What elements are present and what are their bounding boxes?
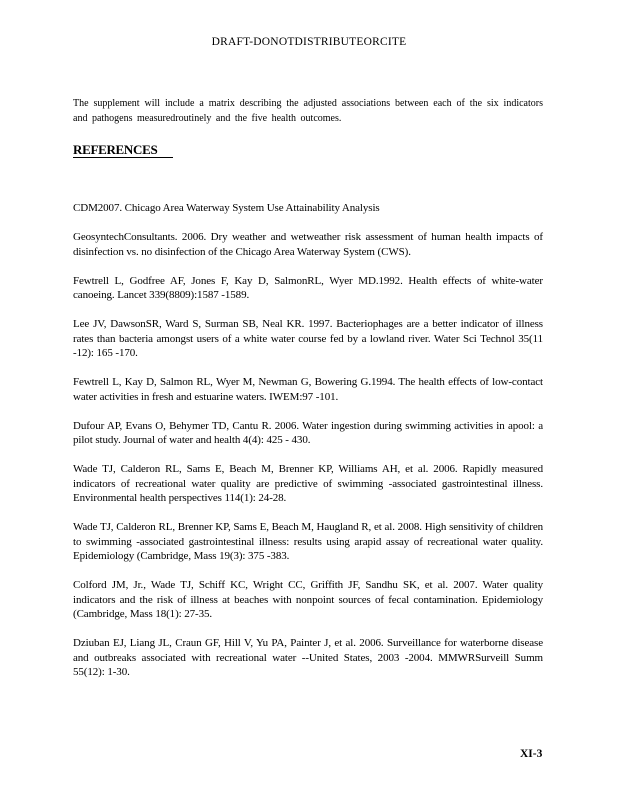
reference-item: Colford JM, Jr., Wade TJ, Schiff KC, Wright CC, Griffith JF, Sandhu SK, et al. 2007. Water quality indicators and the risk of illness at beaches with nonpoint sources of fecal contamination. Epidemiology (Cambridge, Mass 18(1): 27-35. [73, 579, 543, 620]
reference-item: Wade TJ, Calderon RL, Brenner KP, Sams E, Beach M, Haugland R, et al. 2008. High sensitivity of children to swimming -associated gastrointestinal illness: results using arapid assay of recreational water quality. Epidemiology (Cambridge, Mass 19(3): 375 -383. [73, 521, 543, 562]
reference-item: GeosyntechConsultants. 2006. Dry weather and wetweather risk assessment of human health impacts of disinfection vs. no disinfection of the Chicago Area Waterway System (CWS). [73, 231, 543, 258]
reference-item: Lee JV, DawsonSR, Ward S, Surman SB, Neal KR. 1997. Bacteriophages are a better indicator of illness rates than bacteria amongst users of a white water course fed by a lowland river. Water Sci Technol 35(11 -12): 165 -170. [73, 318, 543, 359]
reference-item: Wade TJ, Calderon RL, Sams E, Beach M, Brenner KP, Williams AH, et al. 2006. Rapidly measured indicators of recreational water quality are predictive of swimming -associated gastrointestinal illness. Environmental health perspectives 114(1): 24-28. [73, 463, 543, 504]
reference-item: CDM2007. Chicago Area Waterway System Use Attainability Analysis [73, 202, 380, 214]
reference-item: Dziuban EJ, Liang JL, Craun GF, Hill V, Yu PA, Painter J, et al. 2006. Surveillance for waterborne disease and outbreaks associated with recreational water --United States, 2003 -2004. MMWRSurveill Summ 55(12): 1-30. [73, 637, 543, 678]
intro-paragraph: The supplement will include a matrix describing the adjusted associations between each of the six indicators and pathogens measuredroutinely and the five health outcomes. [73, 98, 543, 124]
references-list [73, 201, 543, 694]
draft-header: DRAFT-DONOTDISTRIBUTEORCITE [211, 36, 407, 48]
references-heading: REFERENCES [73, 142, 173, 158]
page-number: XI-3 [520, 748, 543, 760]
reference-item: Fewtrell L, Kay D, Salmon RL, Wyer M, Newman G, Bowering G.1994. The health effects of low-contact water activities in fresh and estuarine waters. IWEM:97 -101. [73, 376, 543, 403]
reference-item: Fewtrell L, Godfree AF, Jones F, Kay D, SalmonRL, Wyer MD.1992. Health effects of white-water canoeing. Lancet 339(8809):1587 -1589. [73, 274, 543, 301]
reference-item: Dufour AP, Evans O, Behymer TD, Cantu R. 2006. Water ingestion during swimming activities in apool: a pilot study. Journal of water and health 4(4): 425 - 430. [73, 419, 543, 446]
